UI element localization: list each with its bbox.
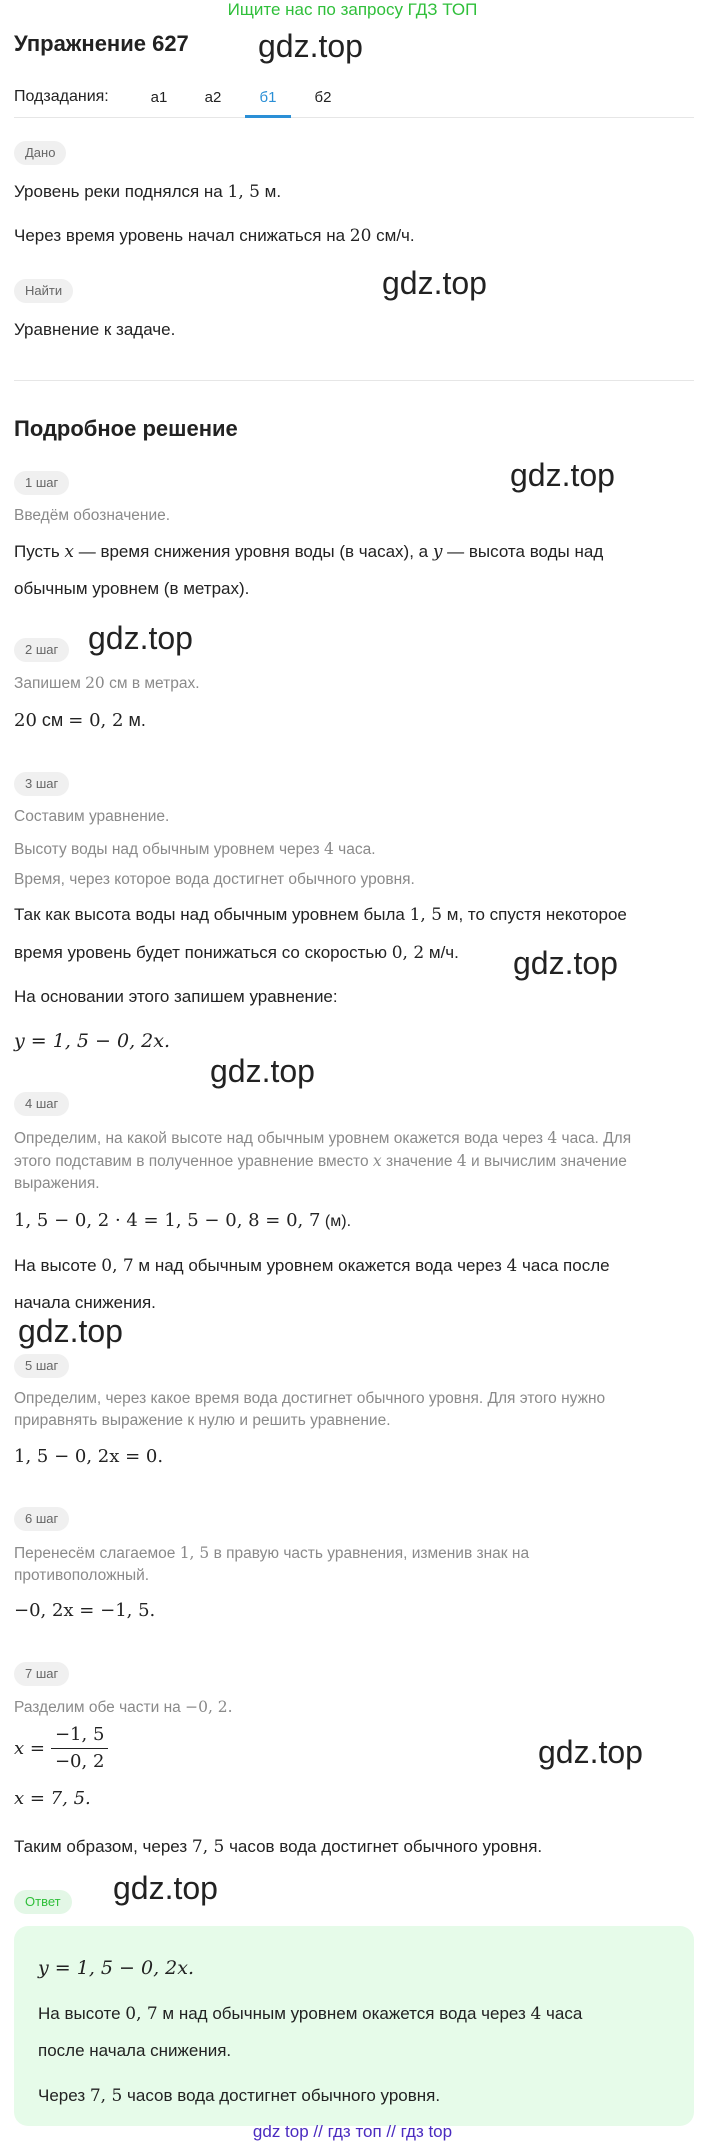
- given-line-1: Уровень реки поднялся на 1, 5 м.: [14, 182, 282, 202]
- answer-line-1: На высоте 0, 7 м над обычным уровнем окажется вода через 4 часа: [38, 2004, 583, 2024]
- watermark: gdz.top: [113, 1870, 218, 1906]
- step-7-note: Разделим обе части на −0, 2.: [14, 1698, 233, 1716]
- watermark: gdz.top: [18, 1313, 123, 1349]
- step-1-note: Введём обозначение.: [14, 507, 171, 524]
- tab-a1[interactable]: а1: [150, 89, 168, 106]
- step-4-note-1: Определим, на какой высоте над обычным уровнем окажется вода через 4 часа. Для: [14, 1129, 632, 1147]
- find-pill: Найти: [14, 279, 73, 303]
- given-line-2: Через время уровень начал снижаться на 20 см/ч.: [14, 226, 415, 246]
- section-divider: [14, 380, 694, 381]
- step-7-line-1: Таким образом, через 7, 5 часов вода достигнет обычного уровня.: [14, 1837, 543, 1857]
- step-5-note-2: приравнять выражение к нулю и решить уравнение.: [14, 1412, 391, 1429]
- footer-links[interactable]: gdz top // гдз топ // гдз top: [252, 2122, 453, 2141]
- step-5-pill: 5 шаг: [14, 1354, 69, 1378]
- step-1-pill: 1 шаг: [14, 471, 69, 495]
- find-text: Уравнение к задаче.: [14, 320, 176, 339]
- watermark: gdz.top: [513, 945, 618, 981]
- step-3-equation: y = 1, 5 − 0, 2x.: [14, 1030, 170, 1052]
- step-5-note-1: Определим, через какое время вода достигнет обычного уровня. Для этого нужно: [14, 1390, 606, 1407]
- watermark: gdz.top: [382, 265, 487, 301]
- given-pill: Дано: [14, 141, 66, 165]
- step-4-pill: 4 шаг: [14, 1092, 69, 1116]
- watermark: gdz.top: [510, 457, 615, 493]
- answer-line-2: после начала снижения.: [38, 2041, 232, 2060]
- watermark: gdz.top: [258, 28, 363, 64]
- step-7-fraction: x = $\frac{-1, 5}{-0, 2}$: [14, 1722, 108, 1775]
- step-5-equation: 1, 5 − 0, 2x = 0.: [14, 1446, 164, 1467]
- step-2-equation: 20 см = 0, 2 м.: [14, 710, 146, 731]
- watermark: gdz.top: [538, 1734, 643, 1770]
- answer-line-3: Через 7, 5 часов вода достигнет обычного уровня.: [38, 2086, 441, 2106]
- step-4-line-2: начала снижения.: [14, 1293, 156, 1312]
- step-6-pill: 6 шаг: [14, 1507, 69, 1531]
- step-4-note-3: выражения.: [14, 1175, 100, 1192]
- step-2-note: Запишем 20 см в метрах.: [14, 674, 200, 692]
- step-6-note-1: Перенесём слагаемое 1, 5 в правую часть уравнения, изменив знак на: [14, 1544, 530, 1562]
- step-3-line-3: На основании этого запишем уравнение:: [14, 987, 338, 1006]
- answer-equation: y = 1, 5 − 0, 2x.: [38, 1957, 194, 1979]
- answer-box: [14, 1926, 694, 2126]
- watermark: gdz.top: [210, 1053, 315, 1089]
- step-6-note-2: противоположный.: [14, 1567, 150, 1584]
- step-7-equation: x = 7, 5.: [14, 1788, 91, 1809]
- solution-title: Подробное решение: [14, 416, 238, 441]
- step-1-line-2: обычным уровнем (в метрах).: [14, 579, 250, 598]
- page-title: Упражнение 627: [14, 31, 189, 56]
- tab-b2[interactable]: б2: [314, 89, 332, 106]
- subtasks-label: Подзадания:: [14, 88, 109, 105]
- answer-pill: Ответ: [14, 1890, 72, 1914]
- step-3-note-2: Высоту воды над обычным уровнем через 4 часа.: [14, 840, 376, 858]
- step-7-pill: 7 шаг: [14, 1662, 69, 1686]
- search-banner[interactable]: Ищите нас по запросу ГДЗ ТОП: [227, 0, 478, 19]
- step-3-note-3: Время, через которое вода достигнет обычного уровня.: [14, 871, 415, 888]
- step-1-line-1: Пусть x — время снижения уровня воды (в часах), а y — высота воды над: [14, 542, 604, 562]
- step-6-equation: −0, 2x = −1, 5.: [14, 1600, 156, 1621]
- step-4-line-1: На высоте 0, 7 м над обычным уровнем окажется вода через 4 часа после: [14, 1256, 610, 1276]
- watermark: gdz.top: [88, 620, 193, 656]
- step-2-pill: 2 шаг: [14, 638, 69, 662]
- tab-b1[interactable]: б1: [245, 86, 291, 118]
- step-4-note-2: этого подставим в полученное уравнение вместо x значение 4 и вычислим значение: [14, 1152, 627, 1170]
- step-4-equation: 1, 5 − 0, 2 · 4 = 1, 5 − 0, 8 = 0, 7 (м).: [14, 1210, 352, 1231]
- tab-a2[interactable]: а2: [204, 89, 222, 106]
- step-3-note-1: Составим уравнение.: [14, 808, 170, 825]
- step-3-pill: 3 шаг: [14, 772, 69, 796]
- step-3-line-2: время уровень будет понижаться со скоростью 0, 2 м/ч.: [14, 943, 459, 963]
- step-3-line-1: Так как высота воды над обычным уровнем была 1, 5 м, то спустя некоторое: [14, 905, 627, 925]
- subtasks-bar: [14, 84, 694, 118]
